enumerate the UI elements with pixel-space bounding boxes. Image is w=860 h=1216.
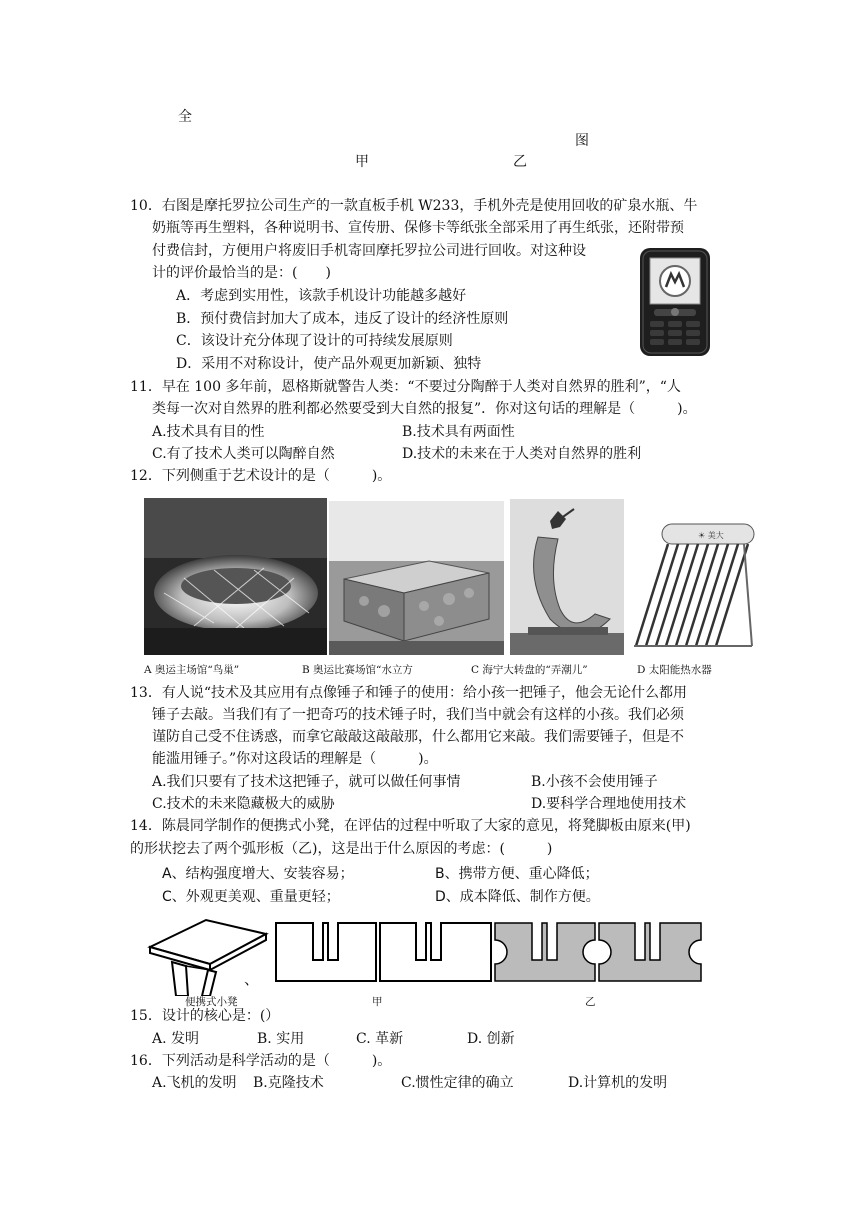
q12-caption-c: C 海宁大转盘的“弄潮儿” (471, 664, 588, 676)
caption-yi: 乙 (585, 996, 596, 1008)
birds-nest-image (144, 498, 327, 655)
q14-option-a: A、结构强度增大、安装容易； (162, 866, 354, 882)
q16-stem: 16．下列活动是科学活动的是（ )。 (130, 1053, 392, 1069)
q15-stem: 15．设计的核心是：(） (130, 1008, 280, 1024)
fragment-char-tu: 图 (575, 133, 589, 149)
q16-option-d: D.计算机的发明 (568, 1075, 668, 1091)
q13-line-3: 谨防自己受不住诱惑，而拿它敲敲这敲敲那，什么都用它来敲。我们需要锤子，但是不 (152, 729, 684, 745)
stool-mark: 、 (244, 970, 260, 988)
q10-line-2: 奶瓶等再生塑料，各种说明书、宣传册、保修卡等纸张全部采用了再生纸张，还附带预 (152, 220, 684, 236)
q15-option-d: D. 创新 (467, 1031, 515, 1047)
q13-line-4: 能滥用锤子。”你对这段话的理解是（ )。 (152, 751, 438, 767)
q16-option-c: C.惯性定律的确立 (401, 1075, 514, 1091)
q10-option-d: D．采用不对称设计，使产品外观更加新颖、独特 (176, 356, 482, 372)
shape-jia (273, 920, 495, 984)
fragment-label-yi: 乙 (513, 154, 527, 170)
q11-line-1: 11．早在 100 多年前，恩格斯就警告人类：“不要过分陶醉于人类对自然界的胜利”，“人 (130, 379, 681, 395)
q13-option-c: C.技术的未来隐藏极大的威胁 (152, 796, 335, 812)
q10-option-a: A．考虑到实用性，该款手机设计功能越多越好 (176, 288, 467, 304)
caption-jia: 甲 (372, 996, 383, 1008)
q15-option-c: C. 革新 (356, 1031, 404, 1047)
q11-line-2: 类每一次对自然界的胜利都必然要受到大自然的报复”．你对这句话的理解是（ )。 (152, 401, 697, 417)
q12-caption-b: B 奥运比赛场馆“水立方 (302, 664, 413, 676)
q11-option-b: B.技术具有两面性 (402, 424, 515, 440)
phone-image (638, 246, 714, 358)
q13-line-2: 锤子去敲。当我们有了一把奇巧的技术锤子时，我们当中就会有这样的小孩。我们必须 (152, 707, 684, 723)
q15-option-b: B. 实用 (257, 1031, 305, 1047)
q14-option-c: C、外观更美观、重量更轻； (162, 889, 340, 905)
q12-stem: 12．下列侧重于艺术设计的是（ )。 (130, 468, 392, 484)
q14-line-2: 的形状挖去了两个弧形板（乙)，这是出于什么原因的考虑：( ) (130, 841, 553, 857)
svg-text:☀ 美大: ☀ 美大 (698, 531, 724, 540)
q14-option-d: D、成本降低、制作方便。 (435, 889, 600, 905)
shape-yi (492, 920, 705, 984)
q13-option-a: A.我们只要有了技术这把锤子，就可以做任何事情 (152, 774, 461, 790)
q11-option-d: D.技术的未来在于人类对自然界的胜利 (402, 446, 642, 462)
q10-option-c: C．该设计充分体现了设计的可持续发展原则 (176, 333, 453, 349)
q13-line-1: 13．有人说“技术及其应用有点像锤子和锤子的使用：给小孩一把锤子，他会无论什么都用 (130, 685, 687, 701)
caption-stool: 便携式小凳 (185, 996, 238, 1008)
q16-option-a: A.飞机的发明 (152, 1075, 237, 1091)
q14-option-b: B、携带方便、重心降低； (435, 866, 599, 882)
q10-line-3: 付费信封，方便用户将废旧手机寄回摩托罗拉公司进行回收。对这种设 (152, 243, 586, 259)
fragment-char-quan: 全 (178, 109, 192, 125)
q15-option-a: A. 发明 (152, 1031, 200, 1047)
sculpture-image (510, 499, 624, 655)
q11-option-c: C.有了技术人类可以陶醉自然 (152, 446, 335, 462)
q12-caption-d: D 太阳能热水器 (637, 664, 712, 676)
q14-line-1: 14．陈晨同学制作的便携式小凳，在评估的过程中听取了大家的意见，将凳脚板由原来(甲) (130, 818, 691, 834)
q12-caption-a: A 奥运主场馆“鸟巢” (144, 664, 240, 676)
q10-line-1: 10．右图是摩托罗拉公司生产的一款直板手机 W233，手机外壳是使用回收的矿泉水瓶、牛 (130, 198, 698, 214)
q11-option-a: A.技术具有目的性 (152, 424, 265, 440)
q16-option-b: B.克隆技术 (253, 1075, 324, 1091)
solar-heater-image (626, 518, 757, 654)
q10-option-b: B．预付费信封加大了成本，违反了设计的经济性原则 (176, 311, 509, 327)
q13-option-b: B.小孩不会使用锤子 (531, 774, 658, 790)
q13-option-d: D.要科学合理地使用技术 (531, 796, 687, 812)
fragment-label-jia: 甲 (355, 154, 369, 170)
q10-line-4: 计的评价最恰当的是：( ) (152, 265, 331, 281)
water-cube-image (329, 501, 504, 655)
